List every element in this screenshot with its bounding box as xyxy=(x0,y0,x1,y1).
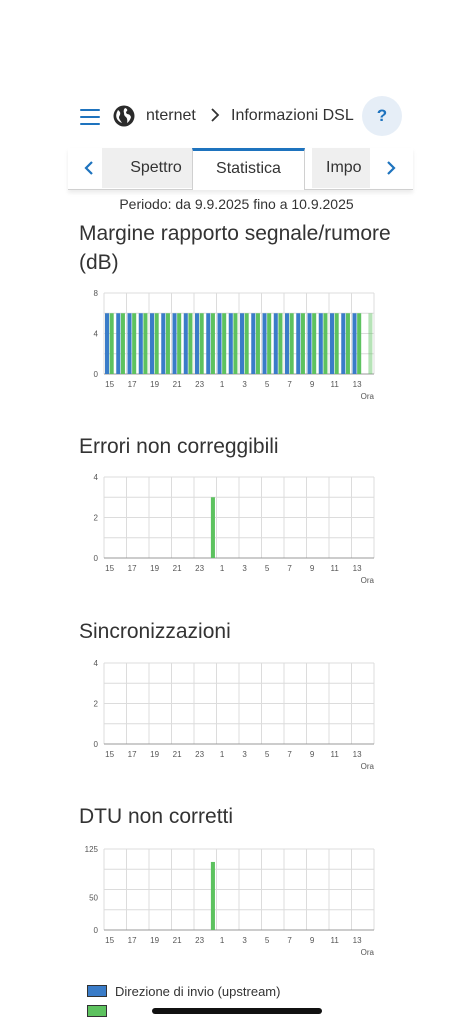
bar-upstream xyxy=(251,313,255,374)
bar-downstream xyxy=(346,313,350,374)
x-tick-label: 3 xyxy=(242,936,247,945)
bar-upstream xyxy=(105,313,109,374)
y-tick-label: 2 xyxy=(93,513,98,523)
chart-title-errors: Errori non correggibili xyxy=(79,435,279,458)
chart-title-syncs: Sincronizzazioni xyxy=(79,620,231,643)
bar-upstream xyxy=(206,313,210,374)
bar-downstream xyxy=(357,313,361,374)
tab-spettro-label: Spettro xyxy=(130,159,182,176)
x-tick-label: 3 xyxy=(242,564,247,573)
y-tick-label: 2 xyxy=(93,699,98,709)
y-tick-label: 4 xyxy=(93,659,98,668)
breadcrumb-parent[interactable]: nternet xyxy=(146,107,196,124)
x-tick-label: 9 xyxy=(309,750,315,759)
bar-downstream xyxy=(335,313,339,374)
bar-downstream xyxy=(301,313,305,374)
bar-upstream xyxy=(195,313,199,374)
x-tick-label: 17 xyxy=(127,936,137,945)
x-tick-label: 11 xyxy=(330,936,339,945)
bar-upstream xyxy=(240,313,244,374)
x-tick-label: 11 xyxy=(330,564,339,573)
bar-upstream xyxy=(330,313,334,374)
chevron-right-icon xyxy=(208,106,222,124)
bar-downstream xyxy=(132,313,136,374)
y-tick-label: 0 xyxy=(93,554,98,563)
bar-upstream xyxy=(173,313,177,374)
x-tick-label: 1 xyxy=(219,564,225,573)
x-tick-label: 5 xyxy=(264,564,270,573)
bar-upstream xyxy=(184,313,188,374)
x-tick-label: 5 xyxy=(264,380,270,389)
bar-upstream xyxy=(116,313,120,374)
x-tick-label: 21 xyxy=(172,380,182,389)
y-tick-label: 4 xyxy=(93,329,98,339)
bar-upstream xyxy=(296,313,300,374)
tab-impostazioni[interactable] xyxy=(312,148,370,188)
chart-grid xyxy=(104,663,374,744)
x-tick-label: 23 xyxy=(195,936,205,945)
bar-upstream xyxy=(229,313,233,374)
legend-label-upstream: Direzione di invio (upstream) xyxy=(115,984,281,999)
x-tick-label: 9 xyxy=(309,564,315,573)
x-tick-label: 15 xyxy=(105,750,115,759)
x-tick-label: 5 xyxy=(264,750,270,759)
x-tick-label: 21 xyxy=(172,564,182,573)
bar-downstream xyxy=(200,313,204,374)
bar-downstream xyxy=(121,313,125,374)
tab-statistica[interactable] xyxy=(192,148,305,190)
bar-downstream xyxy=(155,313,159,374)
x-tick-label: 11 xyxy=(330,380,339,389)
tab-statistica-label: Statistica xyxy=(216,160,281,177)
bar-downstream xyxy=(177,313,181,374)
x-tick-label: 19 xyxy=(150,750,160,759)
x-tick-label: 7 xyxy=(287,936,292,945)
x-tick-label: 23 xyxy=(195,750,205,759)
app-header xyxy=(0,96,473,140)
bar-upstream xyxy=(150,313,154,374)
legend-swatch-downstream xyxy=(87,1005,107,1017)
x-tick-label: 15 xyxy=(105,936,115,945)
x-axis-title: Ora xyxy=(360,576,374,585)
x-tick-label: 3 xyxy=(242,750,247,759)
bar-downstream xyxy=(368,313,372,374)
x-tick-label: 19 xyxy=(150,380,160,389)
chart-snr xyxy=(84,286,394,406)
x-tick-label: 13 xyxy=(352,750,362,759)
hamburger-menu-icon[interactable] xyxy=(80,109,100,125)
x-tick-label: 5 xyxy=(264,936,270,945)
x-tick-label: 13 xyxy=(352,380,362,389)
chevron-left-icon[interactable] xyxy=(82,159,96,177)
chart-legend xyxy=(87,984,407,1024)
chart-grid xyxy=(104,849,374,930)
x-tick-label: 17 xyxy=(127,564,137,573)
chevron-right-tab-icon[interactable] xyxy=(384,159,398,177)
x-tick-label: 9 xyxy=(309,936,315,945)
x-tick-label: 15 xyxy=(105,564,115,573)
bar-upstream xyxy=(128,313,132,374)
bar-downstream xyxy=(267,313,271,374)
legend-item-upstream xyxy=(87,984,407,1004)
x-tick-label: 13 xyxy=(352,936,362,945)
bar-downstream xyxy=(188,313,192,374)
bar-upstream xyxy=(353,313,357,374)
x-tick-label: 3 xyxy=(242,380,247,389)
chart-title-snr: Margine rapporto segnale/rumore (dB) xyxy=(79,222,391,274)
bar-downstream xyxy=(245,313,249,374)
x-tick-label: 9 xyxy=(309,380,315,389)
x-tick-label: 15 xyxy=(105,380,115,389)
home-indicator xyxy=(152,1008,322,1014)
chart-syncs xyxy=(84,656,394,776)
x-tick-label: 19 xyxy=(150,936,160,945)
help-button[interactable]: ? xyxy=(362,96,402,136)
y-tick-label: 4 xyxy=(93,473,98,482)
x-tick-label: 7 xyxy=(287,564,292,573)
bar-downstream xyxy=(278,313,282,374)
x-tick-label: 23 xyxy=(195,380,205,389)
x-tick-label: 1 xyxy=(219,380,225,389)
bar-downstream xyxy=(256,313,260,374)
x-tick-label: 7 xyxy=(287,380,292,389)
period-label: Periodo: da 9.9.2025 fino a 10.9.2025 xyxy=(119,196,354,212)
bar-upstream xyxy=(319,313,323,374)
y-tick-label: 50 xyxy=(89,893,98,903)
breadcrumb-current: Informazioni DSL xyxy=(231,107,354,124)
x-tick-label: 23 xyxy=(195,564,205,573)
chart-dtu xyxy=(84,842,394,962)
bar-upstream xyxy=(341,313,345,374)
bar-upstream xyxy=(308,313,312,374)
bar-upstream xyxy=(218,313,222,374)
chart-errors xyxy=(84,470,394,590)
x-axis-title: Ora xyxy=(360,762,374,771)
bar-downstream xyxy=(233,313,237,374)
y-tick-label: 0 xyxy=(93,926,98,935)
bar-downstream xyxy=(211,313,215,374)
x-tick-label: 7 xyxy=(287,750,292,759)
bar-downstream xyxy=(110,313,114,374)
bar-downstream xyxy=(323,313,327,374)
x-tick-label: 11 xyxy=(330,750,339,759)
chart-grid xyxy=(104,477,374,558)
bar-upstream xyxy=(161,313,165,374)
bar-upstream xyxy=(263,313,267,374)
legend-swatch-upstream xyxy=(87,985,107,997)
x-axis-title: Ora xyxy=(360,392,374,401)
x-tick-label: 21 xyxy=(172,936,182,945)
x-tick-label: 19 xyxy=(150,564,160,573)
bar-upstream xyxy=(285,313,289,374)
bar-downstream xyxy=(143,313,147,374)
bar-downstream xyxy=(211,497,215,558)
y-tick-label: 125 xyxy=(84,845,98,854)
x-tick-label: 21 xyxy=(172,750,182,759)
y-tick-label: 0 xyxy=(93,740,98,749)
legend-item-downstream xyxy=(87,1004,407,1024)
x-tick-label: 13 xyxy=(352,564,362,573)
bar-downstream xyxy=(211,862,215,930)
chart-title-dtu: DTU non corretti xyxy=(79,805,234,828)
globe-icon xyxy=(112,104,136,128)
bar-upstream xyxy=(139,313,143,374)
bar-downstream xyxy=(312,313,316,374)
x-axis-title: Ora xyxy=(360,948,374,957)
x-tick-label: 1 xyxy=(219,936,225,945)
bar-downstream xyxy=(222,313,226,374)
y-tick-label: 8 xyxy=(93,289,98,298)
bar-downstream xyxy=(166,313,170,374)
tab-bar xyxy=(68,148,413,190)
x-tick-label: 17 xyxy=(127,380,137,389)
bar-downstream xyxy=(290,313,294,374)
x-tick-label: 1 xyxy=(219,750,225,759)
x-tick-label: 17 xyxy=(127,750,137,759)
y-tick-label: 0 xyxy=(93,370,98,379)
bar-upstream xyxy=(274,313,278,374)
tab-impostazioni-label: Impo xyxy=(326,159,362,176)
